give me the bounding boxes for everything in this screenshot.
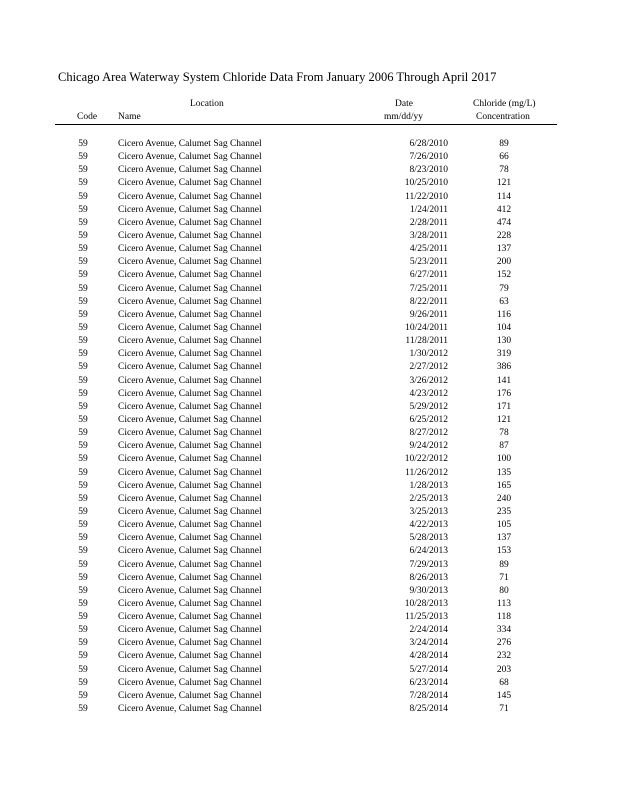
table-row	[0, 151, 618, 164]
cell-code: 59	[78, 664, 88, 675]
cell-name: Cicero Avenue, Calumet Sag Channel	[118, 651, 262, 662]
cell-concentration: 100	[496, 454, 512, 465]
cell-code: 59	[78, 362, 88, 373]
cell-concentration: 412	[496, 204, 512, 215]
cell-name: Cicero Avenue, Calumet Sag Channel	[118, 257, 262, 268]
cell-date: 10/22/2012	[404, 454, 448, 465]
cell-date: 11/25/2013	[405, 612, 448, 623]
cell-concentration: 334	[496, 625, 512, 636]
cell-code: 59	[78, 152, 88, 163]
cell-code: 59	[78, 178, 88, 189]
cell-date: 10/24/2011	[405, 322, 448, 333]
cell-concentration: 135	[496, 467, 512, 478]
cell-name: Cicero Avenue, Calumet Sag Channel	[118, 506, 262, 517]
cell-code: 59	[78, 309, 88, 320]
cell-date: 5/23/2011	[409, 257, 448, 268]
cell-concentration: 386	[496, 362, 512, 373]
cell-name: Cicero Avenue, Calumet Sag Channel	[118, 520, 262, 531]
cell-code: 59	[78, 375, 88, 386]
cell-concentration: 121	[496, 414, 512, 425]
cell-date: 6/23/2014	[409, 677, 448, 688]
cell-date: 10/28/2013	[404, 598, 448, 609]
table-row	[0, 611, 618, 624]
cell-concentration: 171	[496, 401, 512, 412]
cell-concentration: 137	[496, 533, 512, 544]
table-row	[0, 243, 618, 256]
cell-date: 3/28/2011	[409, 230, 448, 241]
cell-concentration: 78	[499, 165, 509, 176]
cell-name: Cicero Avenue, Calumet Sag Channel	[118, 244, 262, 255]
table-row	[0, 204, 618, 217]
cell-date: 5/28/2013	[409, 533, 448, 544]
cell-name: Cicero Avenue, Calumet Sag Channel	[118, 349, 262, 360]
cell-code: 59	[78, 428, 88, 439]
cell-concentration: 118	[497, 612, 511, 623]
table-row	[0, 335, 618, 348]
table-row	[0, 545, 618, 558]
cell-name: Cicero Avenue, Calumet Sag Channel	[118, 625, 262, 636]
table-row	[0, 624, 618, 637]
cell-name: Cicero Avenue, Calumet Sag Channel	[118, 664, 262, 675]
page-title: Chicago Area Waterway System Chloride Data From January 2006 Through April 2017	[58, 70, 497, 84]
cell-concentration: 121	[496, 178, 512, 189]
cell-concentration: 235	[496, 506, 512, 517]
cell-code: 59	[78, 480, 88, 491]
cell-concentration: 78	[499, 428, 509, 439]
cell-name: Cicero Avenue, Calumet Sag Channel	[118, 204, 262, 215]
cell-name: Cicero Avenue, Calumet Sag Channel	[118, 546, 262, 557]
cell-concentration: 66	[499, 152, 509, 163]
cell-date: 5/27/2014	[409, 664, 448, 675]
cell-name: Cicero Avenue, Calumet Sag Channel	[118, 441, 262, 452]
cell-concentration: 80	[499, 585, 509, 596]
cell-concentration: 137	[496, 244, 512, 255]
cell-code: 59	[78, 467, 88, 478]
table-row	[0, 559, 618, 572]
cell-date: 11/28/2011	[405, 336, 448, 347]
table-row	[0, 414, 618, 427]
cell-date: 4/28/2014	[409, 651, 448, 662]
cell-concentration: 79	[499, 283, 509, 294]
cell-concentration: 319	[496, 349, 512, 360]
table-row	[0, 348, 618, 361]
table-row	[0, 230, 618, 243]
data-table-body	[0, 138, 618, 716]
cell-name: Cicero Avenue, Calumet Sag Channel	[118, 493, 262, 504]
table-row	[0, 532, 618, 545]
table-row	[0, 519, 618, 532]
cell-name: Cicero Avenue, Calumet Sag Channel	[118, 467, 262, 478]
cell-date: 11/22/2010	[405, 191, 448, 202]
cell-name: Cicero Avenue, Calumet Sag Channel	[118, 401, 262, 412]
cell-date: 8/25/2014	[409, 704, 448, 715]
cell-date: 4/22/2013	[409, 520, 448, 531]
table-row	[0, 585, 618, 598]
table-row	[0, 453, 618, 466]
cell-code: 59	[78, 244, 88, 255]
cell-concentration: 105	[496, 520, 512, 531]
cell-name: Cicero Avenue, Calumet Sag Channel	[118, 152, 262, 163]
cell-name: Cicero Avenue, Calumet Sag Channel	[118, 165, 262, 176]
cell-name: Cicero Avenue, Calumet Sag Channel	[118, 480, 262, 491]
cell-date: 4/25/2011	[409, 244, 448, 255]
table-row	[0, 177, 618, 190]
table-row	[0, 256, 618, 269]
cell-date: 6/27/2011	[409, 270, 448, 281]
cell-concentration: 165	[496, 480, 512, 491]
cell-name: Cicero Avenue, Calumet Sag Channel	[118, 191, 262, 202]
cell-date: 7/29/2013	[409, 559, 448, 570]
table-row	[0, 440, 618, 453]
cell-name: Cicero Avenue, Calumet Sag Channel	[118, 638, 262, 649]
cell-date: 2/25/2013	[409, 493, 448, 504]
cell-date: 2/24/2014	[409, 625, 448, 636]
cell-concentration: 116	[497, 309, 511, 320]
cell-concentration: 200	[496, 257, 512, 268]
cell-date: 6/24/2013	[409, 546, 448, 557]
cell-date: 8/27/2012	[409, 428, 448, 439]
cell-name: Cicero Avenue, Calumet Sag Channel	[118, 559, 262, 570]
cell-code: 59	[78, 704, 88, 715]
cell-code: 59	[78, 336, 88, 347]
cell-date: 1/30/2012	[409, 349, 448, 360]
table-row	[0, 361, 618, 374]
cell-name: Cicero Avenue, Calumet Sag Channel	[118, 428, 262, 439]
cell-date: 1/24/2011	[409, 204, 448, 215]
cell-code: 59	[78, 677, 88, 688]
cell-date: 3/24/2014	[409, 638, 448, 649]
cell-concentration: 152	[496, 270, 512, 281]
cell-code: 59	[78, 506, 88, 517]
cell-code: 59	[78, 191, 88, 202]
table-row	[0, 480, 618, 493]
cell-concentration: 113	[497, 598, 511, 609]
table-row	[0, 650, 618, 663]
cell-concentration: 228	[496, 230, 512, 241]
cell-concentration: 153	[496, 546, 512, 557]
cell-name: Cicero Avenue, Calumet Sag Channel	[118, 139, 262, 149]
cell-name: Cicero Avenue, Calumet Sag Channel	[118, 690, 262, 701]
header-date: Date	[395, 99, 413, 109]
cell-name: Cicero Avenue, Calumet Sag Channel	[118, 283, 262, 294]
cell-code: 59	[78, 559, 88, 570]
table-row	[0, 164, 618, 177]
cell-date: 5/29/2012	[409, 401, 448, 412]
header-concentration: Concentration	[476, 112, 530, 122]
cell-name: Cicero Avenue, Calumet Sag Channel	[118, 704, 262, 715]
cell-code: 59	[78, 598, 88, 609]
cell-date: 3/26/2012	[409, 375, 448, 386]
cell-name: Cicero Avenue, Calumet Sag Channel	[118, 572, 262, 583]
cell-name: Cicero Avenue, Calumet Sag Channel	[118, 585, 262, 596]
cell-date: 11/26/2012	[405, 467, 448, 478]
header-code: Code	[77, 112, 98, 122]
cell-name: Cicero Avenue, Calumet Sag Channel	[118, 322, 262, 333]
cell-concentration: 63	[499, 296, 509, 307]
cell-code: 59	[78, 230, 88, 241]
cell-code: 59	[78, 270, 88, 281]
cell-concentration: 232	[496, 651, 512, 662]
cell-name: Cicero Avenue, Calumet Sag Channel	[118, 533, 262, 544]
cell-code: 59	[78, 414, 88, 425]
table-row	[0, 493, 618, 506]
cell-date: 7/25/2011	[409, 283, 448, 294]
cell-date: 9/24/2012	[409, 441, 448, 452]
cell-date: 2/28/2011	[409, 217, 448, 228]
cell-date: 7/26/2010	[409, 152, 448, 163]
table-row	[0, 138, 618, 151]
cell-name: Cicero Avenue, Calumet Sag Channel	[118, 178, 262, 189]
cell-date: 1/28/2013	[409, 480, 448, 491]
cell-name: Cicero Avenue, Calumet Sag Channel	[118, 217, 262, 228]
cell-name: Cicero Avenue, Calumet Sag Channel	[118, 612, 262, 623]
cell-date: 9/30/2013	[409, 585, 448, 596]
table-row	[0, 375, 618, 388]
table-row	[0, 296, 618, 309]
table-row	[0, 690, 618, 703]
cell-concentration: 145	[496, 690, 512, 701]
cell-code: 59	[78, 165, 88, 176]
cell-code: 59	[78, 546, 88, 557]
cell-code: 59	[78, 257, 88, 268]
cell-code: 59	[78, 454, 88, 465]
cell-code: 59	[78, 625, 88, 636]
table-row	[0, 401, 618, 414]
cell-name: Cicero Avenue, Calumet Sag Channel	[118, 336, 262, 347]
cell-concentration: 68	[499, 677, 509, 688]
cell-name: Cicero Avenue, Calumet Sag Channel	[118, 677, 262, 688]
cell-code: 59	[78, 612, 88, 623]
cell-code: 59	[78, 139, 88, 149]
header-divider	[55, 124, 557, 125]
header-chloride: Chloride (mg/L)	[473, 99, 536, 109]
cell-concentration: 141	[496, 375, 512, 386]
cell-date: 3/25/2013	[409, 506, 448, 517]
cell-date: 7/28/2014	[409, 690, 448, 701]
cell-concentration: 89	[499, 559, 509, 570]
cell-date: 8/23/2010	[409, 165, 448, 176]
cell-name: Cicero Avenue, Calumet Sag Channel	[118, 375, 262, 386]
cell-date: 6/28/2010	[409, 139, 448, 149]
cell-code: 59	[78, 520, 88, 531]
cell-concentration: 240	[496, 493, 512, 504]
cell-concentration: 114	[497, 191, 511, 202]
table-row	[0, 637, 618, 650]
header-date-format: mm/dd/yy	[384, 112, 424, 122]
cell-concentration: 276	[496, 638, 512, 649]
cell-code: 59	[78, 296, 88, 307]
table-row	[0, 703, 618, 716]
table-row	[0, 217, 618, 230]
cell-code: 59	[78, 493, 88, 504]
table-row	[0, 283, 618, 296]
cell-date: 10/25/2010	[404, 178, 448, 189]
header-location: Location	[190, 99, 224, 109]
table-row	[0, 191, 618, 204]
table-row	[0, 572, 618, 585]
cell-date: 6/25/2012	[409, 414, 448, 425]
cell-concentration: 71	[499, 572, 509, 583]
cell-code: 59	[78, 204, 88, 215]
table-row	[0, 664, 618, 677]
cell-concentration: 130	[496, 336, 512, 347]
cell-name: Cicero Avenue, Calumet Sag Channel	[118, 414, 262, 425]
cell-date: 9/26/2011	[409, 309, 448, 320]
header-name: Name	[118, 112, 141, 122]
cell-code: 59	[78, 349, 88, 360]
cell-concentration: 474	[496, 217, 512, 228]
table-row	[0, 309, 618, 322]
table-row	[0, 506, 618, 519]
cell-name: Cicero Avenue, Calumet Sag Channel	[118, 270, 262, 281]
cell-name: Cicero Avenue, Calumet Sag Channel	[118, 296, 262, 307]
cell-code: 59	[78, 322, 88, 333]
cell-name: Cicero Avenue, Calumet Sag Channel	[118, 388, 262, 399]
cell-name: Cicero Avenue, Calumet Sag Channel	[118, 309, 262, 320]
cell-date: 8/26/2013	[409, 572, 448, 583]
table-row	[0, 322, 618, 335]
cell-name: Cicero Avenue, Calumet Sag Channel	[118, 362, 262, 373]
cell-concentration: 203	[496, 664, 512, 675]
cell-code: 59	[78, 690, 88, 701]
table-row	[0, 677, 618, 690]
cell-concentration: 89	[499, 139, 509, 149]
cell-code: 59	[78, 572, 88, 583]
cell-code: 59	[78, 217, 88, 228]
cell-date: 4/23/2012	[409, 388, 448, 399]
cell-code: 59	[78, 401, 88, 412]
table-row	[0, 467, 618, 480]
table-row	[0, 598, 618, 611]
cell-code: 59	[78, 638, 88, 649]
cell-concentration: 71	[499, 704, 509, 715]
cell-code: 59	[78, 388, 88, 399]
cell-code: 59	[78, 283, 88, 294]
cell-name: Cicero Avenue, Calumet Sag Channel	[118, 598, 262, 609]
cell-code: 59	[78, 585, 88, 596]
cell-date: 8/22/2011	[409, 296, 448, 307]
table-row	[0, 388, 618, 401]
cell-code: 59	[78, 533, 88, 544]
cell-concentration: 104	[496, 322, 512, 333]
cell-name: Cicero Avenue, Calumet Sag Channel	[118, 230, 262, 241]
cell-name: Cicero Avenue, Calumet Sag Channel	[118, 454, 262, 465]
cell-concentration: 87	[499, 441, 509, 452]
cell-concentration: 176	[496, 388, 512, 399]
table-row	[0, 269, 618, 282]
table-row	[0, 427, 618, 440]
cell-date: 2/27/2012	[409, 362, 448, 373]
cell-code: 59	[78, 441, 88, 452]
cell-code: 59	[78, 651, 88, 662]
